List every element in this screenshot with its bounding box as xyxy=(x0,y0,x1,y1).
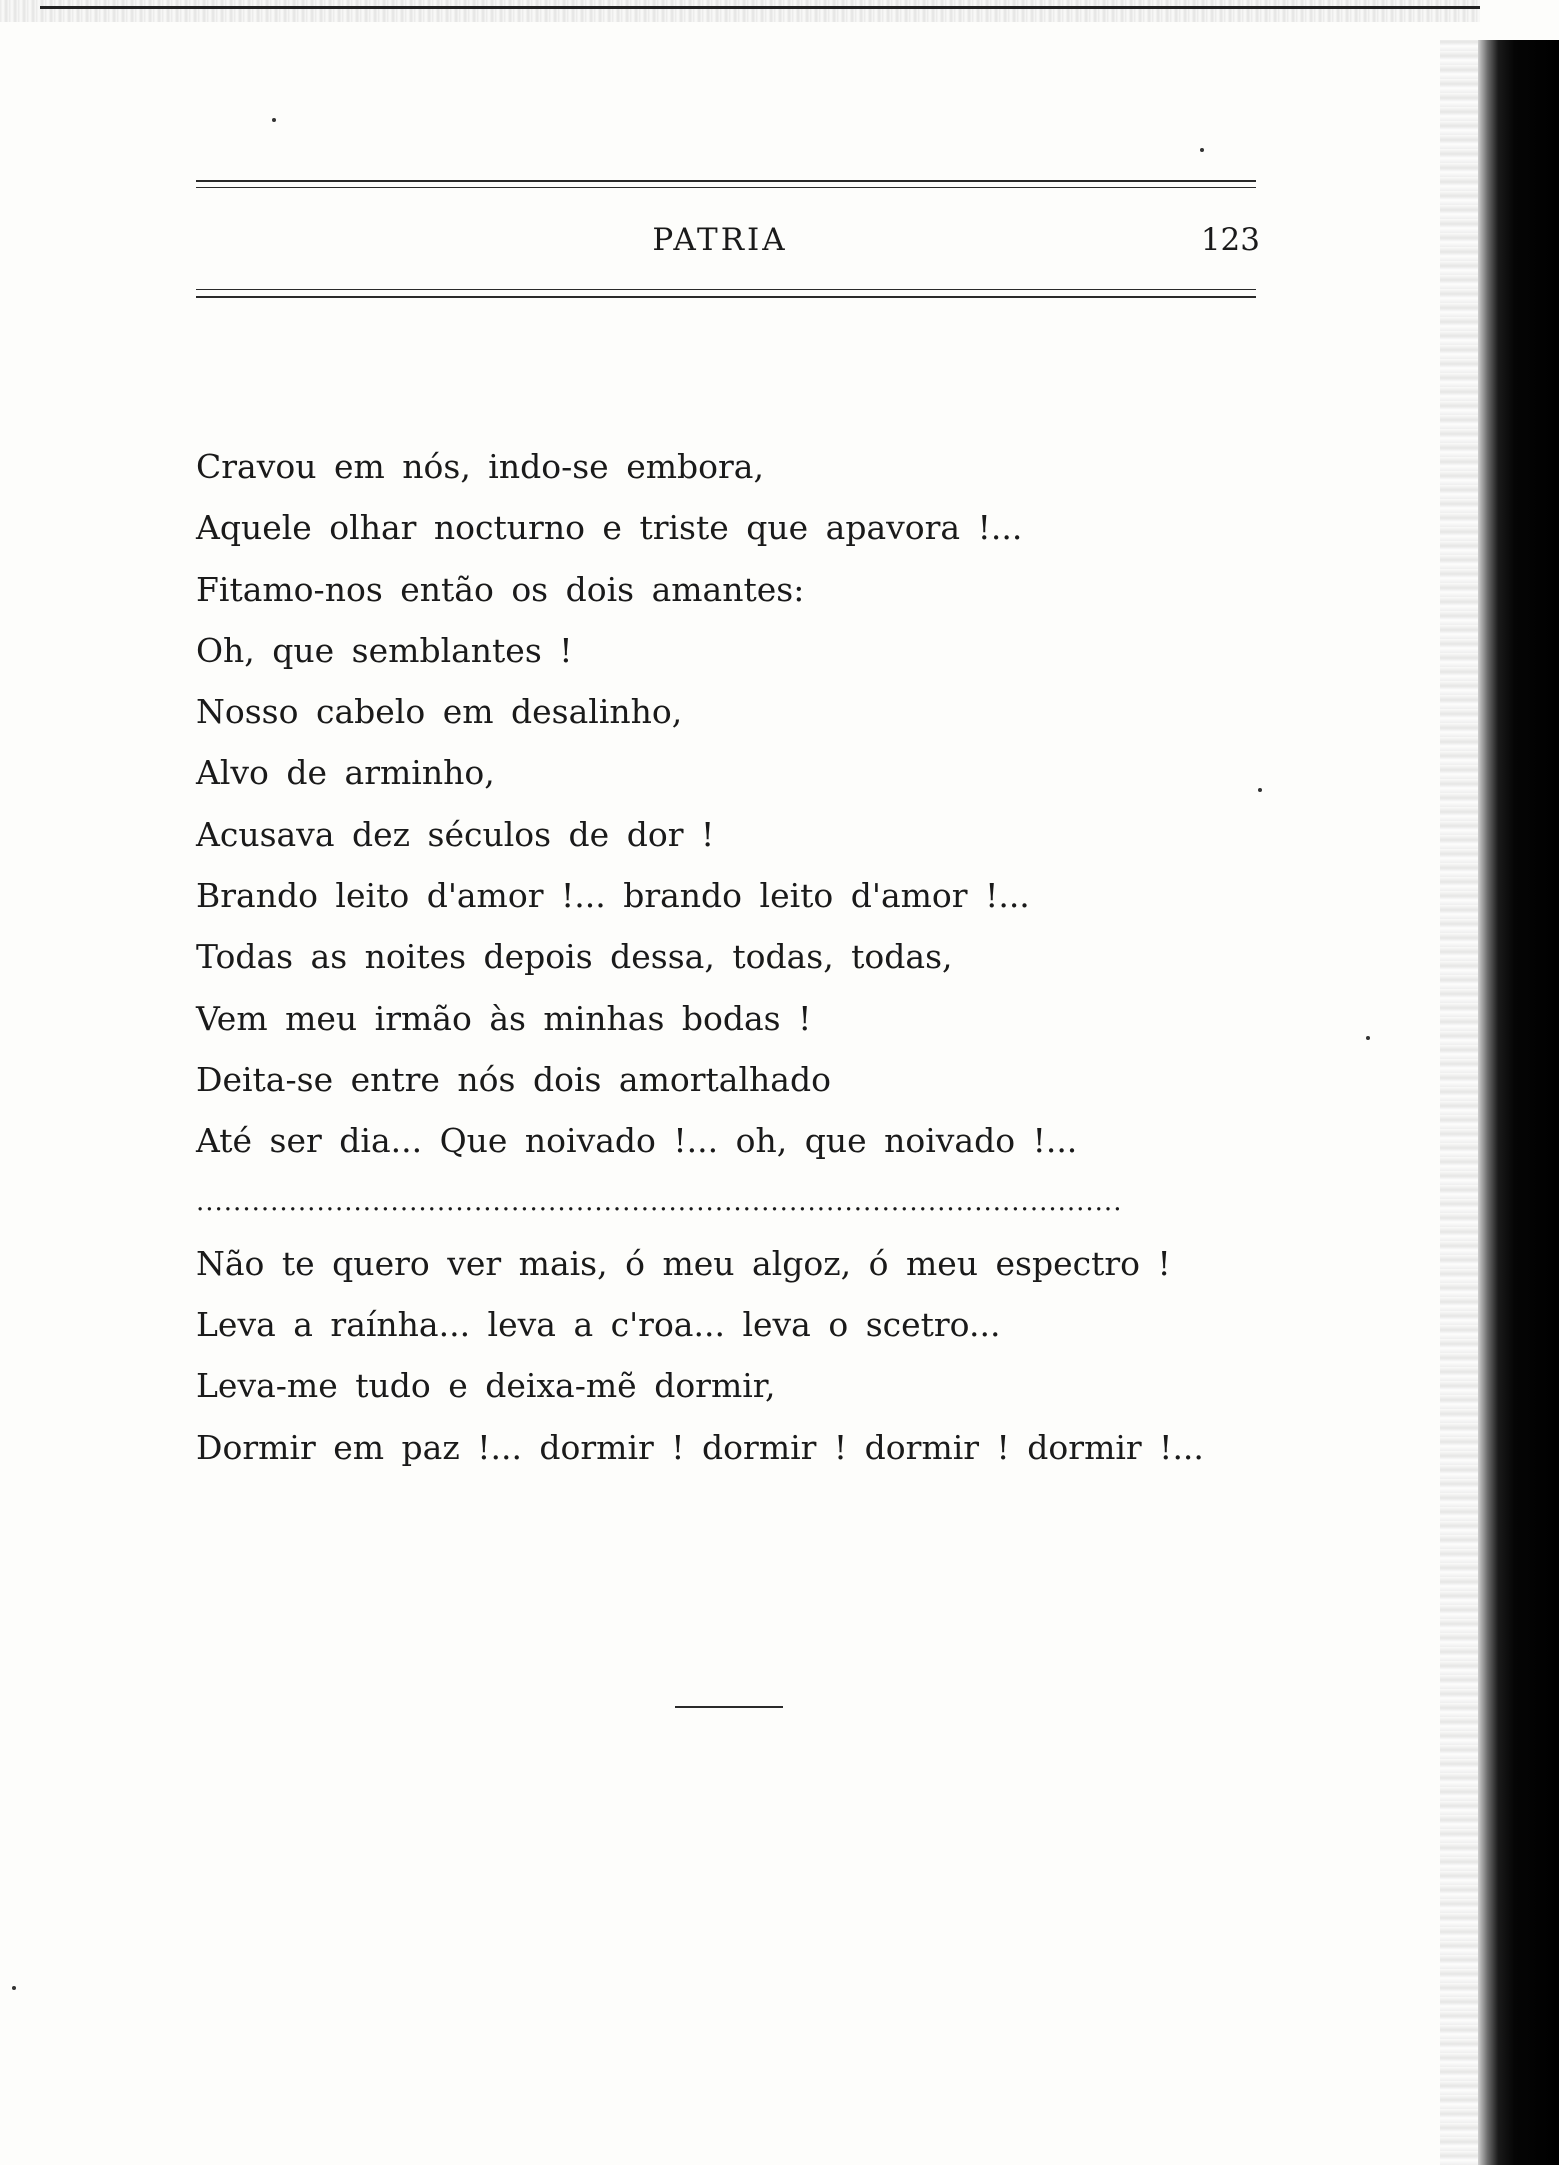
page-edge xyxy=(1440,40,1480,2165)
poem-line: Todas as noites depois dessa, todas, todas, xyxy=(196,937,953,977)
scan-speck xyxy=(12,1986,16,1990)
poem-line: Deita-se entre nós dois amortalhado xyxy=(196,1059,831,1099)
poem-line: Leva-me tudo e deixa-mẽ dormir, xyxy=(196,1366,776,1406)
poem-line: Não te quero ver mais, ó meu algoz, ó meu espectro ! xyxy=(196,1243,1171,1283)
poem-line: Leva a raínha... leva a c'roa... leva o scetro... xyxy=(196,1305,1001,1345)
poem-line: Até ser dia... Que noivado !... oh, que noivado !... xyxy=(196,1121,1078,1161)
poem-line: Brando leito d'amor !... brando leito d'amor !... xyxy=(196,876,1030,916)
scan-top-edge xyxy=(0,0,1480,22)
scan-speck xyxy=(1258,788,1262,792)
poem-body xyxy=(196,436,1236,1478)
header-rule-bottom xyxy=(196,296,1256,298)
stanza-separator: .................................................................................................... xyxy=(196,1186,1123,1217)
poem-line: Acusava dez séculos de dor ! xyxy=(196,814,715,854)
header-rule-top xyxy=(196,180,1256,182)
poem-line: Vem meu irmão às minhas bodas ! xyxy=(196,998,812,1038)
header-rule-bottom-inner xyxy=(196,289,1256,290)
end-rule xyxy=(675,1706,783,1708)
poem-line: Cravou em nós, indo-se embora, xyxy=(196,447,764,486)
poem-line: Alvo de arminho, xyxy=(196,753,495,793)
poem-line: Fitamo-nos então os dois amantes: xyxy=(196,569,805,609)
page-number: 123 xyxy=(1200,222,1260,258)
poem-line: Oh, que semblantes ! xyxy=(196,630,573,670)
running-header-title: PATRIA xyxy=(652,222,788,258)
scan-top-line xyxy=(40,6,1480,9)
book-binding xyxy=(1478,40,1559,2165)
poem-line: Aquele olhar nocturno e triste que apavora !... xyxy=(196,508,1023,548)
scan-speck xyxy=(1200,148,1204,152)
poem-line: Dormir em paz !... dormir ! dormir ! dormir ! dormir !... xyxy=(196,1427,1204,1467)
poem-line: Nosso cabelo em desalinho, xyxy=(196,692,683,732)
scan-speck xyxy=(272,118,276,122)
header-rule-top-inner xyxy=(196,187,1256,188)
scan-speck xyxy=(1366,1036,1370,1040)
